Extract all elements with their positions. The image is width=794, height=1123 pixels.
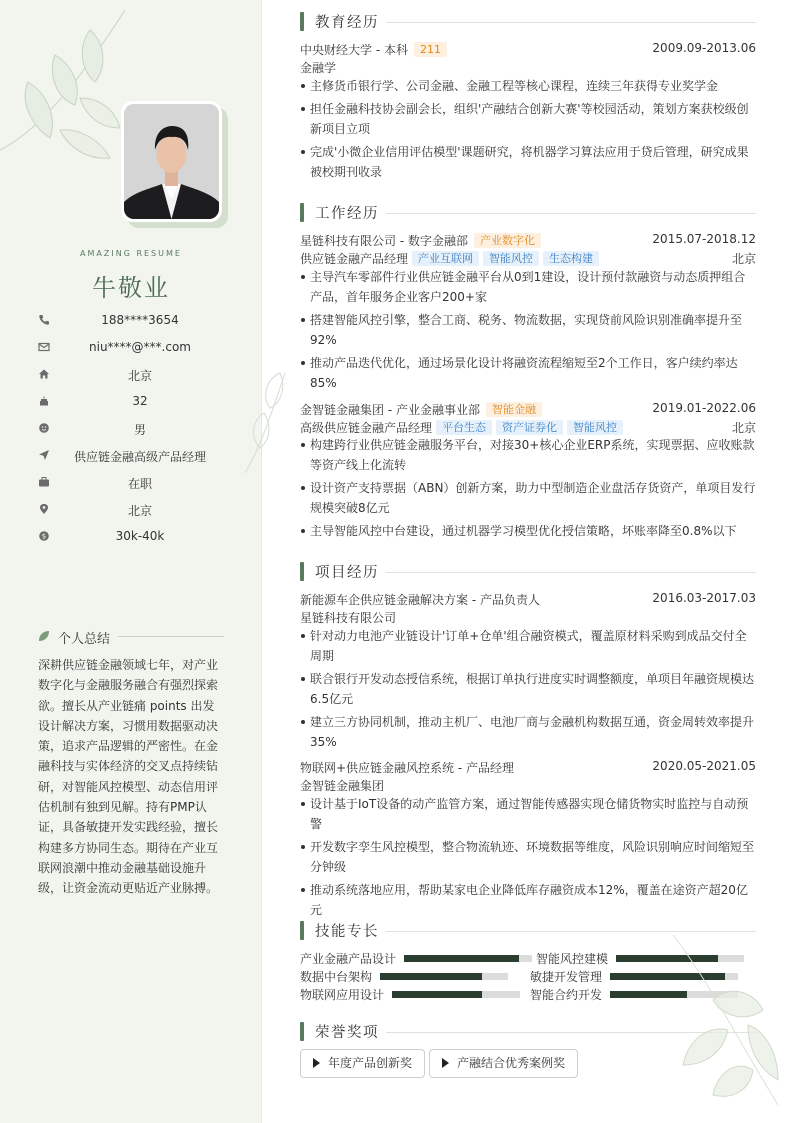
skill-item: 物联网应用设计 [300,986,384,1002]
resume-tagline: AMAZING RESUME [80,249,182,258]
phone-icon [38,314,50,326]
work-position-row: 高级供应链金融产品经理 平台生态 资产证券化 智能风控 北京 [300,421,756,435]
leaf-decoration-icon [668,930,792,1110]
briefcase-icon [38,476,50,488]
project-bullets [300,626,756,755]
list-item: 完成'小微企业信用评估模型'课题研究，将机器学习算法应用于贷后管理，研究成果被校期刊收录 [300,142,756,182]
list-item: 设计基于IoT设备的动产监管方案，通过智能传感器实现仓储货物实时监控与自动预警 [300,794,756,834]
skill-tag: 智能风控 [483,251,539,266]
info-hometown: 北京 [0,366,262,393]
work-entry-header: 星链科技有限公司 - 数字金融部 产业数字化 2015.07-2018.12 [300,232,756,248]
work-bullets [300,267,756,396]
work-entry-header: 金智链金融集团 - 产业金融事业部 智能金融 2019.01-2022.06 [300,401,756,417]
summary-header [38,628,224,647]
skill-tag: 平台生态 [436,420,492,435]
list-item: 担任金融科技协会副会长，组织'产融结合创新大赛'等校园活动，策划方案获校级创新项目立项 [300,99,756,139]
list-item: 构建跨行业供应链金融服务平台，对接30+核心企业ERP系统，实现票据、应收账款等资产线上化流转 [300,435,756,475]
list-item: 建立三方协同机制，推动主机厂、电池厂商与金融机构数据互通，资金周转效率提升35% [300,712,756,752]
list-item: 搭建智能风控引擎，整合工商、税务、物流数据，实现贷前风险识别准确率提升至92% [300,310,756,350]
leaf-decoration-icon [0,10,140,180]
education-entry-header [300,41,756,57]
summary-title: 个人总结 [58,628,116,647]
leaf-icon [38,630,50,642]
summary-text: 深耕供应链金融领域七年，对产业数字化与金融服务融合有强烈探索欲。擅长从产业链痛 points 出发设计解决方案，习惯用数据驱动决策，追求产品逻辑的严密性。在金融科技与实体经济的交叉点持续钻研，对智能风控模型、动态信用评估机制有独到见解。持有PMP认证，具备敏捷开发实践经验，擅长构建多方协同生态。期待在产业互联网浪潮中推动金融基础设施升级，让资金流动更贴近产业脉搏。 [38,658,219,896]
section-education: 教育经历 [300,11,756,31]
list-item: 主导智能风控中台建设，通过机器学习模型优化授信策略，坏账率降至0.8%以下 [300,521,756,541]
education-bullets [300,76,756,185]
list-item: 开发数字孪生风控模型，整合物流轨迹、环境数据等维度，风险识别响应时间缩短至分钟级 [300,837,756,877]
info-target-position: 供应链金融高级产品经理 [0,447,262,474]
company-tag: 智能金融 [486,402,542,417]
info-salary: $ 30k-40k [0,528,262,555]
list-item: 推动产品迭代优化，通过场景化设计将融资流程缩短至2个工作日，客户续约率达85% [300,353,756,393]
info-job-status: 在职 [0,474,262,501]
list-item: 主导汽车零部件行业供应链金融平台从0到1建设，设计预付款融资与动态质押组合产品，首年服务企业客户200+家 [300,267,756,307]
avatar [121,101,222,222]
info-email: niu****@***.com [0,339,262,366]
skill-bar [392,991,520,998]
skill-tag: 产业互联网 [412,251,479,266]
skill-item: 智能合约开发 [530,986,602,1002]
skill-bar-fill [392,991,482,998]
candidate-name: 牛敬业 [92,274,170,302]
skill-item: 数据中台架构 [300,968,372,984]
play-triangle-icon [313,1058,320,1068]
skill-item: 产业金融产品设计 [300,950,396,966]
skill-bar [404,955,532,962]
list-item: 针对动力电池产业链设计'订单+仓单'组合融资模式，覆盖原材料采购到成品交付全周期 [300,626,756,666]
project-org-row: 金智链金融集团 [300,779,385,793]
contact-info-list [0,312,262,555]
section-skills: 技能专长 [300,920,756,940]
mail-icon [38,341,50,353]
major: 金融学 [300,61,337,75]
skill-bar-fill [380,973,482,980]
section-projects: 项目经历 [300,561,756,581]
project-entry-header: 物联网+供应链金融风控系统 - 产品经理 2020.05-2021.05 [300,759,756,775]
list-item: 主修货币银行学、公司金融、金融工程等核心课程，连续三年获得专业奖学金 [300,76,756,96]
work-position-row: 供应链金融产品经理 产业互联网 智能风控 生态构建 北京 [300,252,756,266]
salary-icon [38,530,50,542]
gender-icon [38,422,50,434]
list-item: 推动系统落地应用，帮助某家电企业降低库存融资成本12%，覆盖在途资产超20亿元 [300,880,756,920]
skill-bar [380,973,508,980]
info-age: 32 [0,393,262,420]
skill-tag: 智能风控 [567,420,623,435]
work-bullets [300,435,756,544]
award-item: 年度产品创新奖 [300,1049,425,1078]
skill-bar-fill [404,955,519,962]
skill-tag: 资产证券化 [496,420,563,435]
sidebar [0,0,262,1123]
school-badge: 211 [414,42,447,57]
location-pin-icon [38,503,50,515]
section-honors: 荣誉奖项 [300,1021,756,1041]
education-major-row [300,59,756,75]
skill-item: 敏捷开发管理 [530,968,602,984]
list-item: 设计资产支持票据（ABN）创新方案，助力中型制造企业盘活存货资产，单项目发行规模突破8亿元 [300,478,756,518]
school-name: 中央财经大学 - 本科 [300,43,408,57]
skill-item: 智能风控建模 [536,950,608,966]
info-target-city: 北京 [0,501,262,528]
education-date: 2009.09-2013.06 [652,41,756,55]
project-org-row: 星链科技有限公司 [300,611,397,625]
svg-text:$: $ [41,532,47,541]
section-work: 工作经历 [300,202,756,222]
info-phone: 188****3654 [0,312,262,339]
project-entry-header: 新能源车企供应链金融解决方案 - 产品负责人 2016.03-2017.03 [300,591,756,607]
company-tag: 产业数字化 [474,233,541,248]
list-item: 联合银行开发动态授信系统，根据订单执行进度实时调整额度，单项目年融资规模达6.5亿元 [300,669,756,709]
profile-photo [124,104,219,219]
info-gender: 男 [0,420,262,447]
play-triangle-icon [442,1058,449,1068]
skill-tag: 生态构建 [543,251,599,266]
send-icon [38,449,50,461]
home-icon [38,368,50,380]
project-bullets [300,794,756,923]
cake-icon [38,395,50,407]
award-item: 产融结合优秀案例奖 [429,1049,578,1078]
